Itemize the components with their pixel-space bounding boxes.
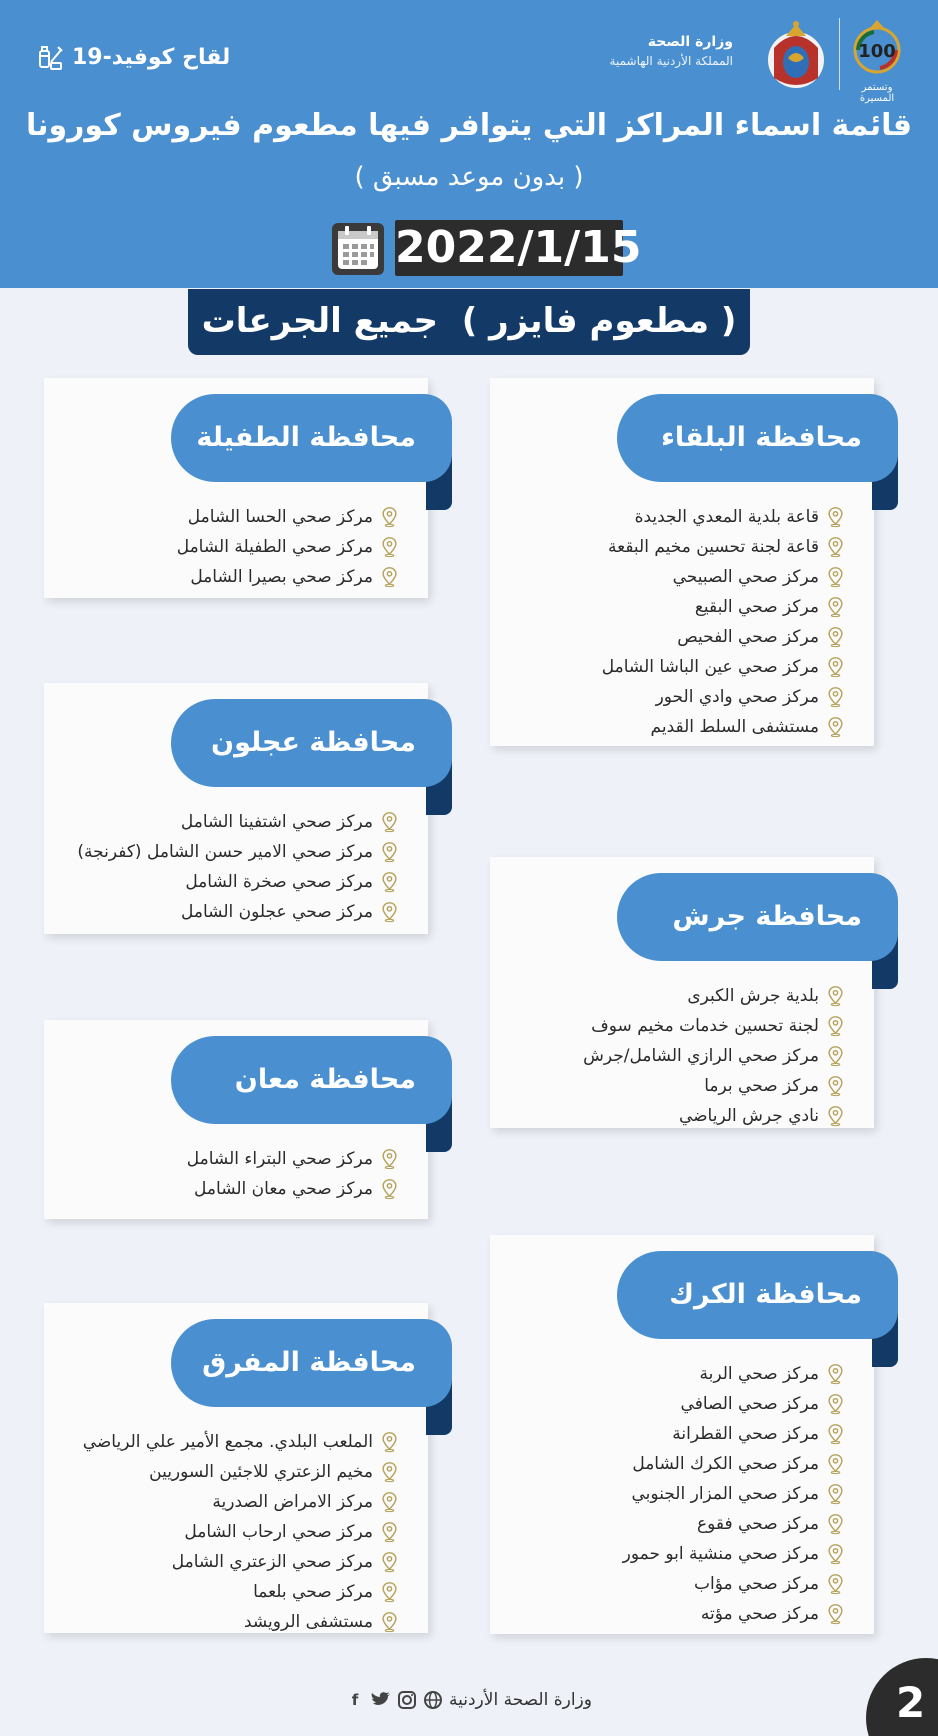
location-pin-icon xyxy=(827,566,844,588)
governorate-title-jerash: محافظة جرش xyxy=(617,873,898,961)
center-name: مركز صحي الصبيحي xyxy=(672,567,819,587)
center-item xyxy=(583,1011,844,1041)
center-item xyxy=(623,1389,844,1419)
center-list-ajloun xyxy=(77,807,398,927)
ministry-name xyxy=(610,34,733,68)
covid-label-text: لقاح كوفيد-19 xyxy=(72,44,231,70)
center-item xyxy=(187,1174,398,1204)
center-item xyxy=(83,1517,398,1547)
center-item xyxy=(177,502,398,532)
location-pin-icon xyxy=(827,1393,844,1415)
center-name: مركز صحي مؤته xyxy=(700,1604,819,1624)
center-name: مركز صحي فقوع xyxy=(697,1514,819,1534)
location-pin-icon xyxy=(381,1461,398,1483)
center-item xyxy=(623,1509,844,1539)
center-name: مركز صحي منشية ابو حمور xyxy=(622,1544,819,1564)
center-item xyxy=(602,562,844,592)
center-item xyxy=(623,1359,844,1389)
footer xyxy=(345,1690,592,1710)
center-name: مركز صحي الربة xyxy=(699,1364,819,1384)
center-name: قاعة بلدية المعدي الجديدة xyxy=(634,507,819,527)
location-pin-icon xyxy=(827,596,844,618)
centenary-logo xyxy=(844,16,910,104)
location-pin-icon xyxy=(827,1363,844,1385)
center-name: مركز صحي الطفيلة الشامل xyxy=(176,537,373,557)
facebook-icon[interactable]: f xyxy=(351,1691,359,1709)
page-subtitle: ( بدون موعد مسبق ) xyxy=(354,162,584,192)
location-pin-icon xyxy=(827,506,844,528)
location-pin-icon xyxy=(827,1075,844,1097)
location-pin-icon xyxy=(381,811,398,833)
calendar-icon xyxy=(330,221,386,277)
location-pin-icon xyxy=(827,1015,844,1037)
location-pin-icon xyxy=(381,566,398,588)
center-name: مركز صحي الصافي xyxy=(680,1394,819,1414)
centenary-caption: وتستمر المسيرة xyxy=(859,82,895,104)
location-pin-icon xyxy=(827,1603,844,1625)
center-item xyxy=(83,1547,398,1577)
center-name: بلدية جرش الكبرى xyxy=(687,986,819,1006)
center-name: مركز صحي الامير حسن الشامل (كفرنجة) xyxy=(77,842,373,862)
center-item xyxy=(583,1101,844,1131)
header-banner xyxy=(0,0,938,288)
governorate-card-ajloun xyxy=(44,683,428,934)
center-name: مركز صحي عجلون الشامل xyxy=(181,902,373,922)
center-name: مركز صحي الحسا الشامل xyxy=(187,507,373,527)
center-item xyxy=(583,981,844,1011)
centenary-emblem-icon xyxy=(844,16,910,78)
location-pin-icon xyxy=(381,1431,398,1453)
center-name: مركز صحي البتراء الشامل xyxy=(186,1149,373,1169)
center-name: مركز صحي الرازي الشامل/جرش xyxy=(583,1046,819,1066)
location-pin-icon xyxy=(381,841,398,863)
center-list-karak xyxy=(623,1359,844,1629)
center-item xyxy=(623,1479,844,1509)
center-item xyxy=(602,502,844,532)
jordan-coat-of-arms-logo xyxy=(764,18,828,92)
governorate-card-mafraq xyxy=(44,1303,428,1633)
center-list-jerash xyxy=(583,981,844,1131)
location-pin-icon xyxy=(827,626,844,648)
location-pin-icon xyxy=(827,686,844,708)
center-name: مركز صحي الزعتري الشامل xyxy=(171,1552,373,1572)
center-item xyxy=(83,1607,398,1637)
center-item xyxy=(583,1041,844,1071)
center-item xyxy=(83,1457,398,1487)
center-name: قاعة لجنة تحسين مخيم البقعة xyxy=(608,537,819,557)
center-list-tafila xyxy=(177,502,398,592)
center-list-maan xyxy=(187,1144,398,1204)
center-name: مركز صحي ارحاب الشامل xyxy=(184,1522,373,1542)
center-item xyxy=(177,562,398,592)
center-name: مركز صحي المزار الجنوبي xyxy=(631,1484,819,1504)
location-pin-icon xyxy=(381,1491,398,1513)
center-item xyxy=(77,867,398,897)
location-pin-icon xyxy=(827,1573,844,1595)
location-pin-icon xyxy=(381,1148,398,1170)
covid-label xyxy=(34,42,230,72)
location-pin-icon xyxy=(827,1453,844,1475)
page-title: قائمة اسماء المراكز التي يتوافر فيها مطعوم فيروس كورونا xyxy=(25,108,913,143)
governorate-card-karak xyxy=(490,1235,874,1634)
governorate-card-jerash xyxy=(490,857,874,1128)
center-name: مركز الامراض الصدرية xyxy=(212,1492,373,1512)
center-item xyxy=(602,682,844,712)
vaccine-type-banner: ( مطعوم فايزر ) جميع الجرعات xyxy=(188,289,750,355)
location-pin-icon xyxy=(381,1581,398,1603)
location-pin-icon xyxy=(381,1611,398,1633)
center-name: مركز صحي الفحيص xyxy=(677,627,819,647)
location-pin-icon xyxy=(827,716,844,738)
center-name: مركز صحي وادي الحور xyxy=(655,687,819,707)
location-pin-icon xyxy=(827,1423,844,1445)
center-item xyxy=(623,1569,844,1599)
center-name: مركز صحي القطرانة xyxy=(672,1424,819,1444)
center-name: مركز صحي مؤاب xyxy=(694,1574,819,1594)
center-item xyxy=(602,592,844,622)
center-name: مستشفى السلط القديم xyxy=(650,717,819,737)
governorate-card-tafila xyxy=(44,378,428,598)
centenary-number: 100 xyxy=(858,41,896,62)
location-pin-icon xyxy=(827,656,844,678)
center-item xyxy=(623,1449,844,1479)
center-name: الملعب البلدي. مجمع الأمير علي الرياضي xyxy=(82,1432,373,1452)
social-icons xyxy=(345,1690,443,1710)
center-item xyxy=(583,1071,844,1101)
location-pin-icon xyxy=(381,1178,398,1200)
center-name: مركز صحي الكرك الشامل xyxy=(632,1454,819,1474)
center-item xyxy=(602,532,844,562)
center-item xyxy=(77,837,398,867)
center-name: مخيم الزعتري للاجئين السوريين xyxy=(149,1462,373,1482)
location-pin-icon xyxy=(827,1483,844,1505)
location-pin-icon xyxy=(827,1045,844,1067)
governorate-title-mafraq: محافظة المفرق xyxy=(171,1319,452,1407)
center-item xyxy=(83,1577,398,1607)
center-list-mafraq xyxy=(83,1427,398,1637)
instagram-icon[interactable] xyxy=(397,1690,417,1710)
center-name: نادي جرش الرياضي xyxy=(678,1106,819,1126)
date-badge: 2022/1/15 xyxy=(395,220,623,276)
center-item xyxy=(623,1599,844,1629)
center-name: مركز صحي بصيرا الشامل xyxy=(190,567,373,587)
location-pin-icon xyxy=(381,1551,398,1573)
governorate-title-tafila: محافظة الطفيلة xyxy=(171,394,452,482)
center-item xyxy=(83,1427,398,1457)
center-name: مركز صحي معان الشامل xyxy=(194,1179,373,1199)
center-name: مركز صحي عين الباشا الشامل xyxy=(601,657,819,677)
governorate-title-maan: محافظة معان xyxy=(171,1036,452,1124)
center-name: لجنة تحسين خدمات مخيم سوف xyxy=(591,1016,819,1036)
center-item xyxy=(602,652,844,682)
vaccine-icon xyxy=(34,42,64,72)
center-item xyxy=(187,1144,398,1174)
twitter-icon[interactable] xyxy=(371,1691,391,1709)
location-pin-icon xyxy=(827,1513,844,1535)
center-list-balqa xyxy=(602,502,844,742)
location-pin-icon xyxy=(381,1521,398,1543)
governorate-title-karak: محافظة الكرك xyxy=(617,1251,898,1339)
center-name: مركز صحي بلعما xyxy=(253,1582,373,1602)
page-number: 2 xyxy=(896,1678,926,1727)
location-pin-icon xyxy=(827,536,844,558)
kingdom-title: المملكة الأردنية الهاشمية xyxy=(609,54,733,68)
globe-icon[interactable] xyxy=(423,1690,443,1710)
governorate-card-maan xyxy=(44,1020,428,1219)
location-pin-icon xyxy=(381,536,398,558)
center-name: مركز صحي البقيع xyxy=(694,597,819,617)
location-pin-icon xyxy=(381,901,398,923)
center-name: مستشفى الرويشد xyxy=(243,1612,373,1632)
center-item xyxy=(77,897,398,927)
footer-ministry-text: وزارة الصحة الأردنية xyxy=(449,1690,592,1710)
location-pin-icon xyxy=(827,1543,844,1565)
center-name: مركز صحي اشتفينا الشامل xyxy=(180,812,373,832)
center-item xyxy=(602,712,844,742)
location-pin-icon xyxy=(827,1105,844,1127)
logo-divider xyxy=(839,18,840,90)
center-name: مركز صحي برما xyxy=(704,1076,819,1096)
center-item xyxy=(602,622,844,652)
center-item xyxy=(623,1419,844,1449)
governorate-card-balqa xyxy=(490,378,874,746)
center-item xyxy=(77,807,398,837)
center-item xyxy=(177,532,398,562)
governorate-title-balqa: محافظة البلقاء xyxy=(617,394,898,482)
center-item xyxy=(623,1539,844,1569)
center-name: مركز صحي صخرة الشامل xyxy=(185,872,373,892)
page-number-badge xyxy=(866,1658,938,1736)
location-pin-icon xyxy=(827,985,844,1007)
ministry-title: وزارة الصحة xyxy=(647,34,733,50)
governorate-title-ajloun: محافظة عجلون xyxy=(171,699,452,787)
center-item xyxy=(83,1487,398,1517)
location-pin-icon xyxy=(381,506,398,528)
location-pin-icon xyxy=(381,871,398,893)
